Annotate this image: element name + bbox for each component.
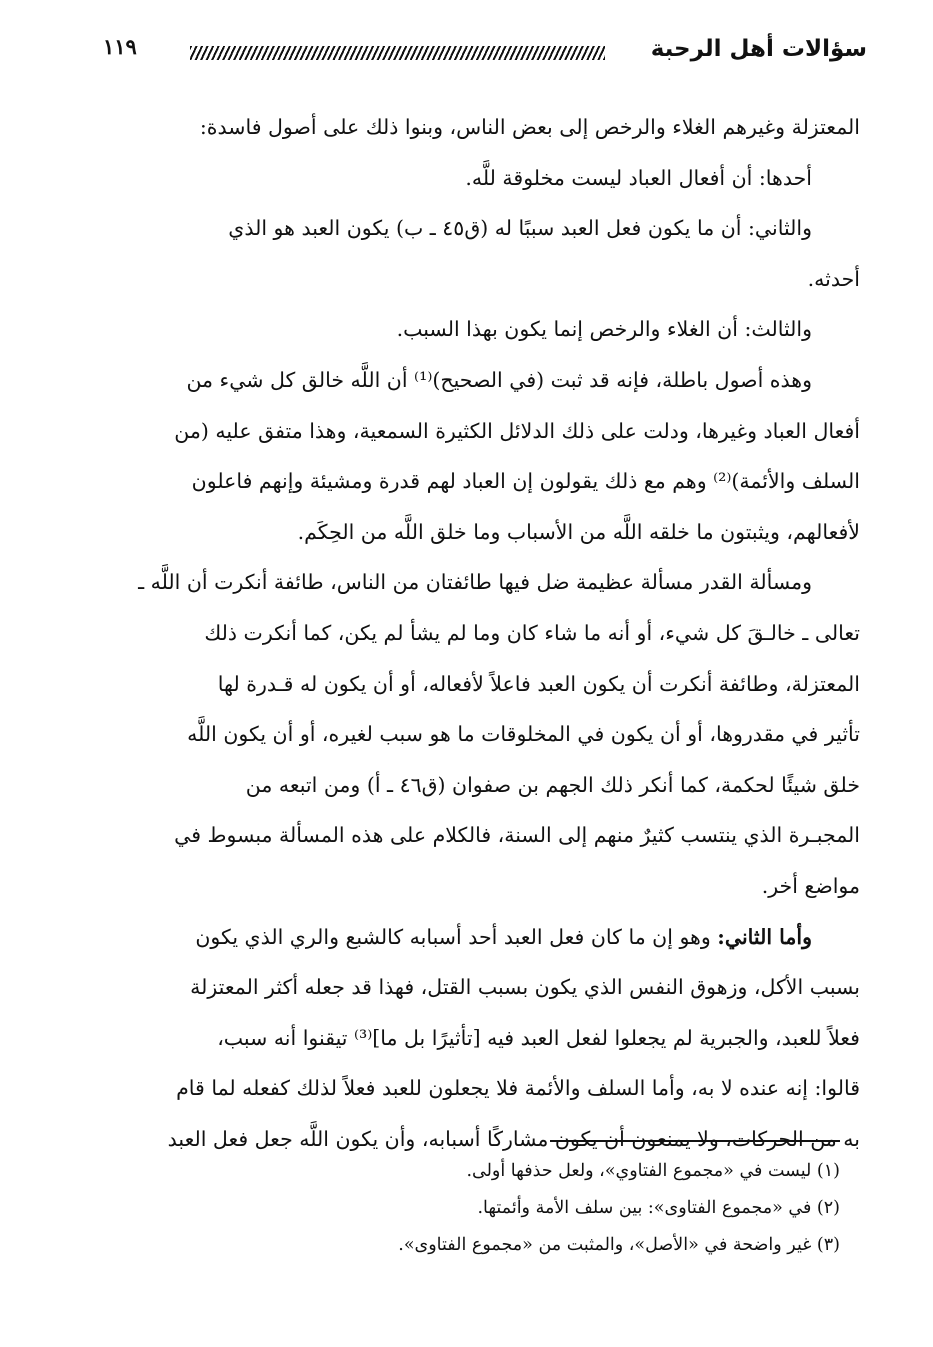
text-line-content: ومسألة القدر مسألة عظيمة ضل فيها طائفتان من الناس، طائفة أنكرت أن اللَّه ـ [138,570,812,595]
text-line [95,254,860,305]
lead-heading: وأما الثاني: [717,924,812,949]
text-line [95,557,860,608]
footnotes [140,1153,840,1264]
text-line-content: خلق شيئًا لحكمة، كما أنكر ذلك الجهم بن صفوان (ق٤٦ ـ أ) ومن اتبعه من [245,772,860,797]
text-line-content: وهو إن ما كان فعل العبد أحد أسبابه كالشبع والري الذي يكون [195,924,711,949]
text-line [95,912,860,963]
text-line [95,406,860,457]
text-line-content: والثالث: أن الغلاء والرخص إنما يكون بهذا السبب. [396,317,812,342]
text-line-content: قالوا: إنه عنده لا به، وأما السلف والأئمة فلا يجعلون للعبد فعلاً لذلك كفعله لما قام [176,1076,860,1101]
footnote: (٢) في «مجموع الفتاوى»: بين سلف الأمة وأئمتها. [477,1198,840,1218]
text-line-content: وهذه أصول باطلة، فإنه قد ثبت (في الصحيح)⁽¹⁾ أن اللَّه خالق كل شيء من [186,367,812,392]
text-line [95,1013,860,1064]
footnote-separator [550,1140,840,1142]
text-line-content: فعلاً للعبد، والجبرية لم يجعلوا لفعل العبد فيه [تأثيرًا بل ما]⁽³⁾ تيقنوا أنه سبب، [217,1025,860,1050]
text-line [95,203,860,254]
main-text [95,102,860,1164]
text-line-content: تعالى ـ خالـقَ كل شيء، أو أنه ما شاء كان وما لم يشأ لم يكن، كما أنكرت ذلك [204,620,860,645]
text-line [95,760,860,811]
text-line-content: المجبـرة الذي ينتسب كثيرٌ منهم إلى السنة، فالكلام على هذه المسألة مبسوط في [174,823,860,848]
text-line [95,810,860,861]
text-line [95,456,860,507]
text-line [95,355,860,406]
text-line [95,304,860,355]
page-number: ١١٩ [103,34,137,59]
text-line-content: أفعال العباد وغيرها، ودلت على ذلك الدلائل الكثيرة السمعية، وهذا متفق عليه (من [174,418,860,443]
text-line [95,153,860,204]
page-header [95,30,867,74]
text-line-content: بسبب الأكل، وزهوق النفس الذي يكون بسبب القتل، فهذا قد جعله أكثر المعتزلة [190,975,860,1000]
text-line-content: السلف والأئمة)⁽²⁾ وهم مع ذلك يقولون إن العباد لهم قدرة ومشيئة وإنهم فاعلون [191,469,860,494]
text-line-content: أحدثه. [807,266,860,291]
text-line [95,659,860,710]
text-line-content: تأثير في مقدروها، أو أن يكون في المخلوقات ما هو سبب لغيره، أو أن يكون اللَّه [187,722,860,747]
text-line-content: مواضع أخر. [761,873,860,898]
text-line [95,102,860,153]
text-line-content: لأفعالهم، ويثبتون ما خلقه اللَّه من الأسباب وما خلق اللَّه من الحِكَم. [297,519,860,544]
text-line-content: به من الحركات، ولا يمنعون أن يكون مشاركًا أسبابه، وأن يكون اللَّه جعل فعل العبد [167,1126,860,1151]
text-line [95,1063,860,1114]
footnote: (٣) غير واضحة في «الأصل»، والمثبت من «مجموع الفتاوى». [398,1235,840,1255]
running-title: سؤالات أهل الرحبة [650,36,867,62]
text-line [95,962,860,1013]
text-line [95,861,860,912]
header-hatched-rule [190,46,605,60]
text-line [95,608,860,659]
text-line-content: أحدها: أن أفعال العباد ليست مخلوقة للَّه. [465,165,812,190]
text-line-content: المعتزلة وغيرهم الغلاء والرخص إلى بعض الناس، وبنوا ذلك على أصول فاسدة: [199,115,860,139]
text-line-content: المعتزلة، وطائفة أنكرت أن يكون العبد فاعلاً لأفعاله، أو أن يكون له قـدرة لها [217,671,860,696]
text-line-content: والثاني: أن ما يكون فعل العبد سببًا له (ق٤٥ ـ ب) يكون العبد هو الذي [228,216,812,241]
text-line [95,709,860,760]
footnote: (١) ليست في «مجموع الفتاوي»، ولعل حذفها أولى. [466,1161,840,1181]
text-line [95,507,860,558]
